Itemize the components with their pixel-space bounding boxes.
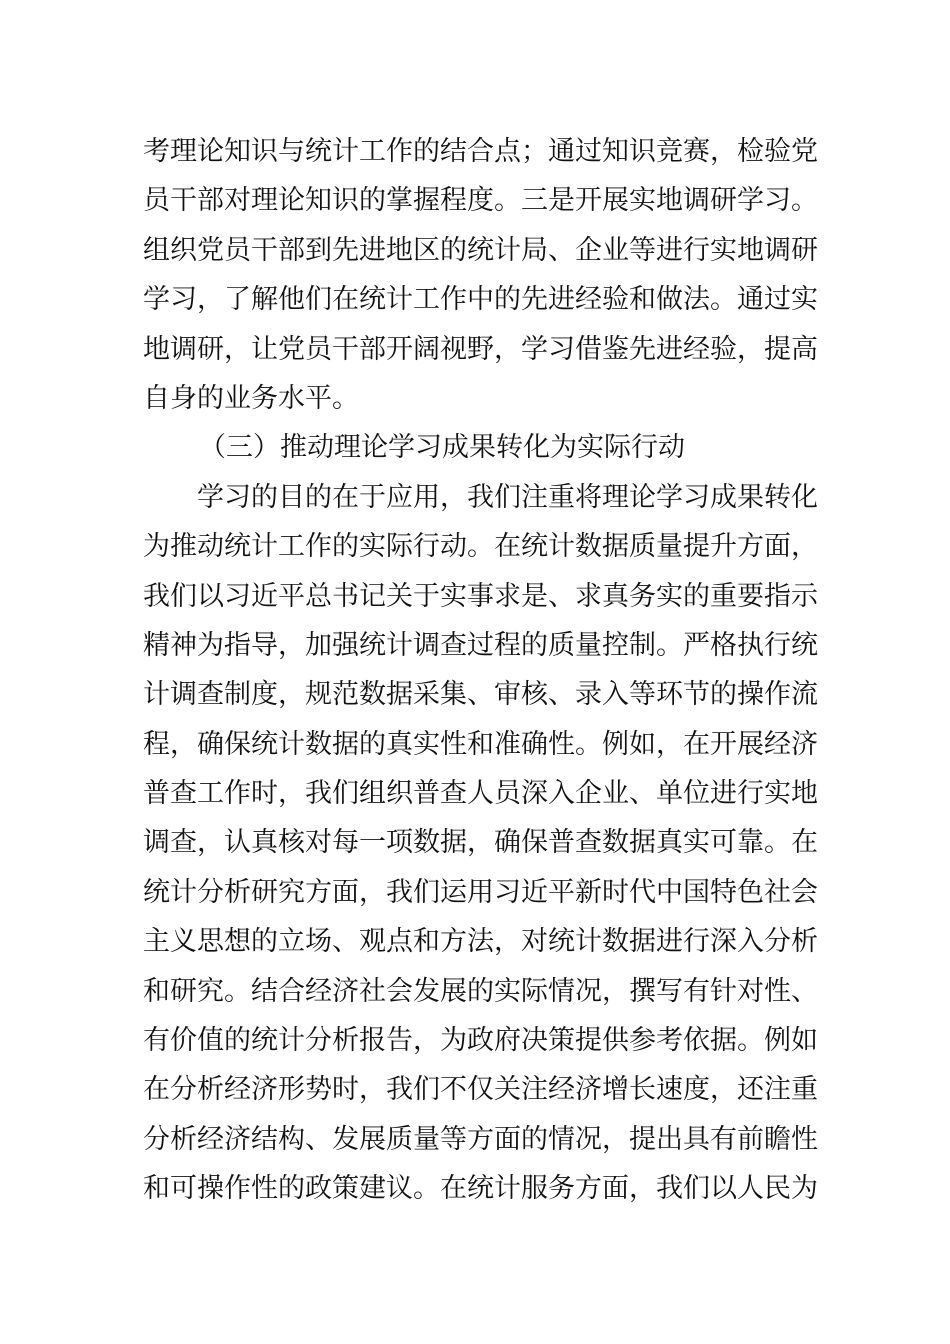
text-line: 员干部对理论知识的掌握程度。三是开展实地调研学习。	[143, 185, 818, 217]
text-line: 普查工作时，我们组织普查人员深入企业、单位进行实地	[143, 778, 818, 810]
text-line: 在分析经济形势时，我们不仅关注经济增长速度，还注重	[143, 1074, 818, 1106]
text-line: 主义思想的立场、观点和方法，对统计数据进行深入分析	[143, 926, 818, 958]
document-body	[143, 127, 818, 1214]
paragraph-practical-research	[143, 127, 818, 423]
text-line: 学习的目的在于应用，我们注重将理论学习成果转化	[197, 481, 818, 513]
text-line: 自身的业务水平。	[143, 382, 359, 414]
paragraph-theory-to-action	[143, 473, 818, 1214]
text-line: 分析经济结构、发展质量等方面的情况，提出具有前瞻性	[143, 1123, 818, 1155]
text-line: 学习，了解他们在统计工作中的先进经验和做法。通过实	[143, 284, 818, 316]
text-line: 和研究。结合经济社会发展的实际情况，撰写有针对性、	[143, 975, 818, 1007]
text-line: 统计分析研究方面，我们运用习近平新时代中国特色社会	[143, 876, 818, 908]
text-line: 精神为指导，加强统计调查过程的质量控制。严格执行统	[143, 629, 818, 661]
text-line: 调查，认真核对每一项数据，确保普查数据真实可靠。在	[143, 827, 818, 859]
text-line: 为推动统计工作的实际行动。在统计数据质量提升方面，	[143, 531, 818, 563]
text-line: 我们以习近平总书记关于实事求是、求真务实的重要指示	[143, 580, 818, 612]
text-line: 计调查制度，规范数据采集、审核、录入等环节的操作流	[143, 679, 818, 711]
text-line: 有价值的统计分析报告，为政府决策提供参考依据。例如	[143, 1025, 818, 1057]
text-line: 程，确保统计数据的真实性和准确性。例如，在开展经济	[143, 728, 818, 760]
section-heading: （三）推动理论学习成果转化为实际行动	[199, 432, 685, 464]
text-line: 和可操作性的政策建议。在统计服务方面，我们以人民为	[143, 1173, 818, 1205]
text-line: 组织党员干部到先进地区的统计局、企业等进行实地调研	[143, 234, 818, 266]
text-line: 考理论知识与统计工作的结合点；通过知识竞赛，检验党	[143, 136, 818, 167]
text-line: 地调研，让党员干部开阔视野，学习借鉴先进经验，提高	[143, 333, 818, 365]
